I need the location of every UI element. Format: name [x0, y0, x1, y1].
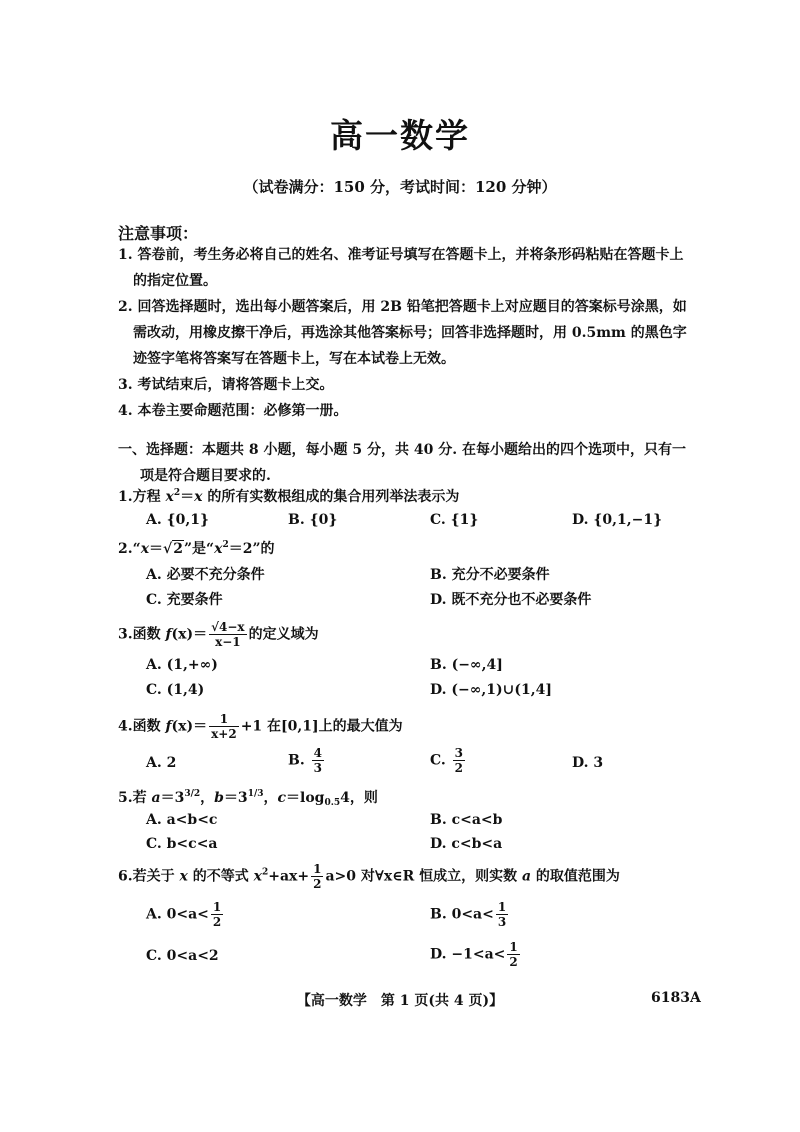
option-label: C. [430, 752, 446, 769]
fraction [209, 620, 246, 649]
math-var: x [179, 868, 188, 885]
fraction-denominator: 2 [454, 761, 464, 775]
question-text: “ [132, 541, 141, 557]
question-text: +1 在[0,1]上的最大值为 [240, 718, 403, 735]
exam-info: （试卷满分：150 分，考试时间：120 分钟） [243, 178, 557, 196]
fraction-numerator: 4 [313, 746, 322, 760]
notice-item: 2. 回答选择题时，选出每小题答案后，用 2B 铅笔把答题卡上对应题目的答案标号涂黑，如需改动，用橡皮擦干净后，再选涂其他答案标号；回答非选择题时，用 0.5mm 的黑色字迹签字笔将答案写在答题卡上，写在本试卷上无效。 [118, 299, 687, 367]
sqrt-sign: √ [163, 541, 173, 557]
question-text: 恒成立，则实数 [414, 868, 522, 885]
math-func: f [165, 626, 172, 643]
q3-option-a: A. (1,+∞) [146, 657, 218, 673]
question-text: 的不等式 [187, 868, 254, 885]
fraction [211, 900, 223, 929]
question-6 [118, 862, 698, 891]
option-label: B. [288, 752, 305, 769]
question-number: 3. [118, 626, 133, 643]
fraction [453, 746, 465, 775]
question-text: 若 [132, 790, 152, 806]
q4-option-d: D. 3 [572, 755, 604, 771]
question-text: ”是“ [184, 541, 215, 557]
fraction-numerator: 1 [509, 940, 518, 954]
q5-option-b: B. c<a<b [430, 812, 503, 828]
fraction [507, 940, 519, 969]
math-sup: 1/3 [247, 789, 264, 799]
q5-option-d: D. c<b<a [430, 836, 503, 852]
question-text: ， [263, 790, 278, 806]
math-var: x [165, 489, 174, 505]
notice-list [118, 242, 696, 424]
fraction-denominator: 2 [509, 955, 518, 969]
math-sup: 3/2 [184, 789, 201, 799]
question-text: 若关于 [132, 868, 180, 885]
fraction-numerator: 3 [454, 746, 464, 760]
q4-option-a: A. 2 [146, 755, 177, 771]
option-label: D. −1<a< [430, 946, 506, 963]
notice-item: 1. 答卷前，考生务必将自己的姓名、准考证号填写在答题卡上，并将条形码粘贴在答题卡上的指定位置。 [118, 247, 684, 289]
question-5 [118, 787, 698, 809]
question-number: 2. [118, 541, 133, 557]
math-set-r: R [402, 868, 415, 885]
fraction-denominator: x+2 [211, 727, 237, 741]
question-text: ＝2”的 [228, 541, 275, 557]
question-number: 1. [118, 489, 133, 505]
page-footer: 【高一数学 第 1 页(共 4 页)】 [296, 993, 504, 1009]
fraction [496, 900, 508, 929]
fraction-denominator: 3 [313, 761, 322, 775]
notice-item: 3. 考试结束后，请将答题卡上交。 [118, 377, 334, 393]
fraction-numerator: √4−x [211, 620, 245, 634]
fraction [311, 862, 323, 891]
question-3 [118, 620, 698, 649]
math-expr: +ax+ [268, 868, 310, 885]
q1-option-d: D. {0,1,−1} [572, 512, 663, 528]
math-arg: (x)＝ [171, 626, 208, 643]
q2-option-d: D. 既不充分也不必要条件 [430, 592, 592, 608]
sqrt-arg: 2 [173, 541, 183, 557]
fraction-denominator: 2 [313, 877, 322, 891]
q6-option-a [146, 900, 225, 929]
math-op: ＝3 [160, 790, 185, 806]
question-number: 5. [118, 790, 133, 806]
q5-option-c: C. b<c<a [146, 836, 218, 852]
question-text: 函数 [132, 626, 166, 643]
q1-option-b: B. {0} [288, 512, 338, 528]
notice-item: 4. 本卷主要命题范围：必修第一册。 [118, 403, 348, 419]
math-op: ＝log [286, 790, 325, 806]
math-sub: 0.5 [324, 798, 341, 808]
question-text: 的定义域为 [248, 626, 319, 643]
q1-option-a: A. {0,1} [146, 512, 209, 528]
math-arg: (x)＝ [171, 718, 208, 735]
q6-option-c: C. 0<a<2 [146, 948, 219, 964]
question-2 [118, 538, 698, 560]
math-sup: 2 [222, 540, 229, 550]
q5-option-a: A. a<b<c [146, 812, 218, 828]
q2-option-c: C. 充要条件 [146, 592, 223, 608]
math-func: f [165, 718, 172, 735]
math-sup: 2 [261, 867, 269, 878]
paper-code: 6183A [651, 990, 701, 1006]
math-sup: 2 [173, 488, 181, 498]
q3-option-d: D. (−∞,1)∪(1,4] [430, 682, 552, 698]
question-text: 方程 [132, 489, 166, 505]
math-var: c [277, 790, 287, 806]
option-label: B. 0<a< [430, 906, 494, 923]
q1-option-c: C. {1} [430, 512, 479, 528]
question-4 [118, 712, 698, 741]
fraction-numerator: 1 [497, 900, 507, 914]
q3-option-b: B. (−∞,4] [430, 657, 503, 673]
option-label: A. 0<a< [146, 906, 209, 923]
q4-option-c [430, 746, 467, 775]
fraction-numerator: 1 [209, 712, 239, 727]
q3-option-c: C. (1,4) [146, 682, 205, 698]
math-var: x [140, 541, 150, 557]
fraction-numerator: 1 [313, 862, 322, 876]
math-op: ＝3 [223, 790, 248, 806]
question-text: 函数 [132, 718, 166, 735]
fraction [312, 746, 324, 775]
fraction-denominator: 2 [212, 915, 222, 929]
section-heading [118, 437, 698, 489]
q2-option-b: B. 充分不必要条件 [430, 567, 550, 583]
question-number: 6. [118, 868, 133, 885]
math-var: a [521, 868, 532, 885]
section-heading-text: 一、选择题：本题共 8 小题，每小题 5 分，共 40 分. 在每小题给出的四个选项中，只有一项是符合题目要求的. [118, 442, 686, 484]
math-var: x [253, 868, 262, 885]
q6-option-d [430, 940, 522, 969]
question-text: 4，则 [340, 790, 378, 806]
math-var: a [151, 790, 161, 806]
question-text: 的取值范围为 [531, 868, 620, 885]
math-op: ＝ [149, 541, 164, 557]
q4-option-b [288, 746, 326, 775]
math-var: x [214, 541, 223, 557]
page-title: 高一数学 [330, 116, 470, 155]
math-var: b [214, 790, 224, 806]
question-number: 4. [118, 718, 133, 735]
math-op: ＝ [180, 489, 195, 505]
notice-heading: 注意事项： [118, 224, 199, 243]
q6-option-b [430, 900, 510, 929]
fraction [209, 712, 239, 741]
question-text: ， [200, 790, 215, 806]
math-expr: a>0 对∀x∈ [325, 868, 403, 885]
fraction-numerator: 1 [212, 900, 222, 914]
q2-option-a: A. 必要不充分条件 [146, 567, 265, 583]
question-text: 的所有实数根组成的集合用列举法表示为 [202, 489, 460, 505]
fraction-denominator: x−1 [215, 635, 241, 649]
math-var: x [194, 489, 203, 505]
fraction-denominator: 3 [497, 915, 507, 929]
question-1 [118, 486, 698, 508]
